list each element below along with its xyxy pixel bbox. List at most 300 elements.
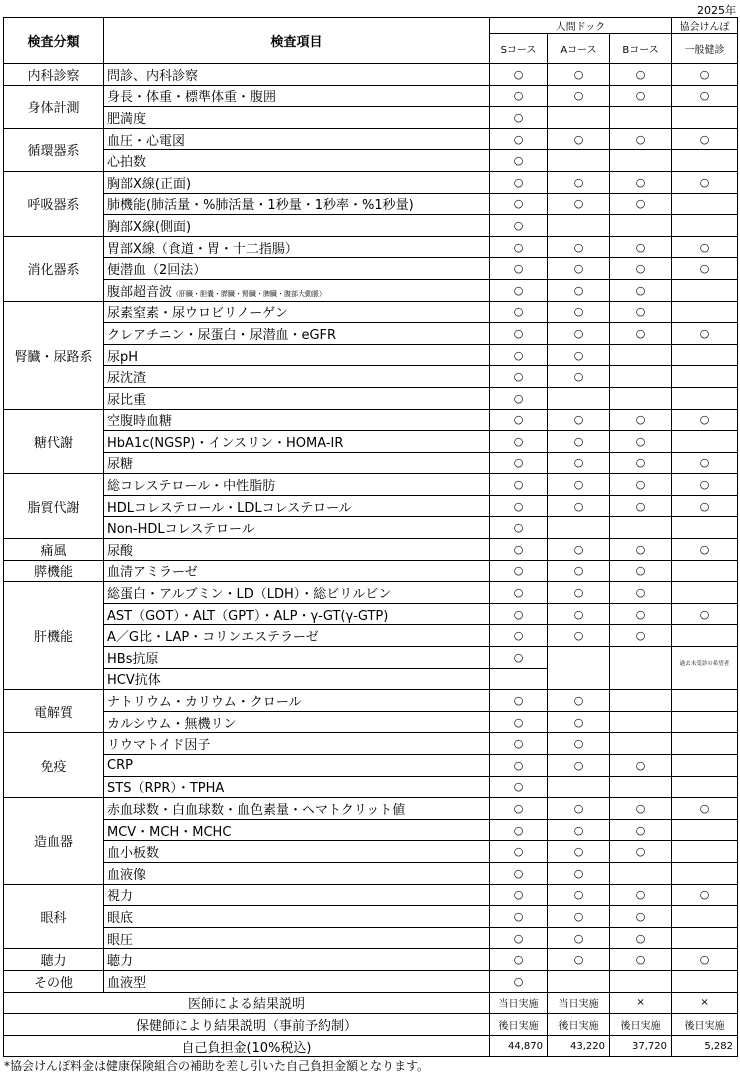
- exam-item: [104, 301, 490, 323]
- table-row: [4, 171, 738, 193]
- course-mark: ○: [490, 128, 548, 150]
- exam-item: [104, 733, 490, 755]
- course-mark: [672, 862, 738, 884]
- exam-item: [104, 258, 490, 280]
- course-mark: [610, 107, 672, 129]
- course-mark: [610, 970, 672, 992]
- table-row: [4, 107, 738, 129]
- summary-value: 後日実施: [548, 1014, 610, 1036]
- category-cell: 内科診察: [4, 64, 104, 86]
- table-row: [4, 798, 738, 820]
- exam-item-label: 聴力: [107, 954, 134, 970]
- course-mark: ○: [610, 236, 672, 258]
- course-mark: [548, 970, 610, 992]
- course-mark: ○: [490, 107, 548, 129]
- course-mark: ○: [672, 128, 738, 150]
- exam-item: [104, 323, 490, 345]
- course-mark: ○: [490, 301, 548, 323]
- table-row: [4, 625, 738, 647]
- exam-item-label: リウマトイド因子: [107, 738, 211, 754]
- table-row: [4, 970, 738, 992]
- category-cell: 痛風: [4, 539, 104, 561]
- course-mark: ○: [490, 387, 548, 409]
- table-row: [4, 776, 738, 798]
- exam-item: [104, 884, 490, 906]
- exam-item: [104, 344, 490, 366]
- table-row: [4, 884, 738, 906]
- course-mark: ○: [672, 171, 738, 193]
- course-mark: ○: [490, 409, 548, 431]
- course-mark: ○: [672, 603, 738, 625]
- exam-item-label: 血小板数: [107, 846, 160, 862]
- summary-row: [4, 1014, 738, 1036]
- course-mark: [672, 841, 738, 863]
- course-mark: [672, 150, 738, 172]
- course-mark: [548, 517, 610, 539]
- course-mark: ○: [610, 495, 672, 517]
- course-mark: ○: [610, 582, 672, 604]
- course-mark: ○: [672, 85, 738, 107]
- exam-item: [104, 64, 490, 86]
- course-mark: ○: [548, 279, 610, 301]
- category-cell: 腎臓・尿路系: [4, 301, 104, 409]
- exam-item: [104, 279, 490, 301]
- table-row: [4, 841, 738, 863]
- course-mark: ○: [672, 884, 738, 906]
- course-mark: ○: [672, 64, 738, 86]
- course-mark: ○: [548, 323, 610, 345]
- course-mark: ○: [548, 862, 610, 884]
- course-mark: [672, 560, 738, 582]
- summary-value: 後日実施: [490, 1014, 548, 1036]
- course-mark: ○: [672, 452, 738, 474]
- course-mark: ○: [548, 755, 610, 777]
- course-mark: ○: [548, 85, 610, 107]
- summary-value: 44,870: [490, 1035, 548, 1057]
- course-mark: ○: [548, 171, 610, 193]
- course-mark: ○: [490, 474, 548, 496]
- course-mark: ○: [548, 409, 610, 431]
- course-mark: ○: [490, 625, 548, 647]
- course-mark: [672, 215, 738, 237]
- course-mark: ○: [490, 970, 548, 992]
- course-mark: ○: [610, 625, 672, 647]
- exam-item-label: HBs抗原: [107, 651, 159, 667]
- header-category: 検査分類: [4, 18, 104, 64]
- table-row: [4, 560, 738, 582]
- exam-item: [104, 647, 490, 669]
- exam-item-label: 身長・体重・標準体重・腹囲: [107, 90, 277, 106]
- course-mark: [672, 107, 738, 129]
- exam-item-label: 血液型: [107, 975, 147, 991]
- course-mark: ○: [610, 323, 672, 345]
- course-mark: ○: [548, 906, 610, 928]
- course-mark: ○: [672, 495, 738, 517]
- category-cell: 眼科: [4, 884, 104, 949]
- course-mark: ○: [548, 452, 610, 474]
- table-row: [4, 452, 738, 474]
- exam-item-label: A／G比・LAP・コリンエステラーゼ: [107, 630, 319, 646]
- table-row: [4, 582, 738, 604]
- course-mark: ○: [610, 906, 672, 928]
- exam-item-label: AST（GOT）・ALT（GPT）・ALP・γ-GT(γ-GTP): [107, 608, 389, 624]
- course-mark: ○: [610, 884, 672, 906]
- category-cell: 脂質代謝: [4, 474, 104, 539]
- table-row: [4, 301, 738, 323]
- year-label: 2025年: [697, 4, 736, 17]
- course-mark: [548, 107, 610, 129]
- course-mark: ○: [548, 474, 610, 496]
- course-mark: ○: [548, 236, 610, 258]
- course-mark: ○: [610, 560, 672, 582]
- course-mark: [548, 215, 610, 237]
- exam-item: [104, 625, 490, 647]
- exam-item-label: 胸部X線(正面): [107, 176, 192, 192]
- course-mark: ○: [490, 85, 548, 107]
- exam-item-label: HDLコレステロール・LDLコレステロール: [107, 500, 352, 516]
- exam-item-label: 眼底: [107, 910, 134, 926]
- table-row: [4, 128, 738, 150]
- table-row: [4, 539, 738, 561]
- course-mark: [610, 733, 672, 755]
- exam-item-label: 視力: [107, 889, 134, 905]
- table-row: [4, 85, 738, 107]
- exam-item: [104, 171, 490, 193]
- course-mark: ○: [490, 862, 548, 884]
- category-cell: 循環器系: [4, 128, 104, 171]
- exam-item-label: 尿pH: [107, 349, 139, 365]
- course-mark: ○: [490, 171, 548, 193]
- course-mark: ○: [490, 323, 548, 345]
- category-cell: 電解質: [4, 690, 104, 733]
- header-course-b: Bコース: [610, 34, 672, 64]
- course-mark: ○: [490, 64, 548, 86]
- course-mark: ○: [490, 798, 548, 820]
- exam-item: [104, 841, 490, 863]
- course-mark: ○: [548, 927, 610, 949]
- summary-value: 37,720: [610, 1035, 672, 1057]
- course-mark: [610, 215, 672, 237]
- exam-item-label: カルシウム・無機リン: [107, 716, 237, 732]
- category-cell: 膵機能: [4, 560, 104, 582]
- course-mark: ○: [610, 64, 672, 86]
- course-mark: [672, 970, 738, 992]
- course-mark: [610, 862, 672, 884]
- exam-item: [104, 366, 490, 388]
- course-mark: ○: [672, 539, 738, 561]
- course-mark: ○: [610, 279, 672, 301]
- table-row: [4, 193, 738, 215]
- summary-value: ×: [672, 992, 738, 1014]
- table-row: [4, 755, 738, 777]
- course-mark: ○: [548, 344, 610, 366]
- course-mark: ○: [548, 798, 610, 820]
- table-row: [4, 927, 738, 949]
- exam-item: [104, 603, 490, 625]
- course-mark: ○: [672, 474, 738, 496]
- exam-item-label: 空腹時血糖: [107, 414, 173, 430]
- summary-value: 後日実施: [610, 1014, 672, 1036]
- exam-item: [104, 711, 490, 733]
- course-mark: [672, 301, 738, 323]
- course-mark: ○: [490, 539, 548, 561]
- course-mark: ○: [490, 517, 548, 539]
- exam-item-label: HbA1c(NGSP)・インスリン・HOMA-IR: [107, 435, 344, 451]
- course-mark: ○: [490, 279, 548, 301]
- exam-item: [104, 690, 490, 712]
- header-course-a: Aコース: [548, 34, 610, 64]
- exam-item-label: 便潜血（2回法）: [107, 263, 207, 279]
- course-mark: ○: [610, 949, 672, 971]
- exam-item: [104, 236, 490, 258]
- summary-value: 5,282: [672, 1035, 738, 1057]
- table-row: [4, 64, 738, 86]
- course-mark: ○: [610, 85, 672, 107]
- exam-item-label: 血清アミラーゼ: [107, 565, 198, 581]
- exam-item-label: CRP: [107, 757, 133, 773]
- table-row: [4, 366, 738, 388]
- header-dock: 人間ドック: [490, 18, 672, 34]
- course-mark: [610, 711, 672, 733]
- course-mark: [672, 690, 738, 712]
- table-row: [4, 711, 738, 733]
- exam-item: [104, 819, 490, 841]
- summary-value: 当日実施: [548, 992, 610, 1014]
- exam-item-label: Non-HDLコレステロール: [107, 522, 255, 538]
- course-mark: ○: [548, 366, 610, 388]
- exam-item: [104, 560, 490, 582]
- course-mark: ○: [610, 431, 672, 453]
- course-mark: [548, 647, 610, 669]
- exam-item: [104, 452, 490, 474]
- course-mark: [610, 776, 672, 798]
- exam-item-label: 尿沈渣: [107, 371, 147, 387]
- course-mark: ○: [610, 128, 672, 150]
- course-mark: [548, 668, 610, 690]
- course-mark: [672, 819, 738, 841]
- exam-item: [104, 215, 490, 237]
- course-mark: ○: [490, 495, 548, 517]
- course-mark: [672, 582, 738, 604]
- course-mark: ○: [490, 603, 548, 625]
- course-mark: [610, 647, 672, 669]
- exam-item-label: ナトリウム・カリウム・クロール: [107, 695, 302, 711]
- course-mark: ○: [610, 258, 672, 280]
- exam-item-label: 血圧・心電図: [107, 133, 186, 149]
- exam-item: [104, 128, 490, 150]
- course-mark: ○: [490, 733, 548, 755]
- exam-item-label: クレアチニン・尿蛋白・尿潜血・eGFR: [107, 327, 337, 343]
- exam-item-note: （肝臓・胆嚢・膵臓・腎臓・脾臓・腹部大動脈）: [172, 289, 327, 298]
- exam-item: [104, 150, 490, 172]
- summary-label: 自己負担金(10%税込): [4, 1035, 490, 1057]
- course-mark: ○: [610, 301, 672, 323]
- course-mark: ○: [610, 409, 672, 431]
- exam-item: [104, 495, 490, 517]
- exam-item: [104, 776, 490, 798]
- course-mark: ○: [548, 431, 610, 453]
- summary-label: 保健師により結果説明（事前予約制）: [4, 1014, 490, 1036]
- exam-item: [104, 193, 490, 215]
- course-mark: [672, 906, 738, 928]
- course-mark: ○: [490, 366, 548, 388]
- course-mark: ○: [548, 301, 610, 323]
- course-mark: ○: [548, 949, 610, 971]
- course-mark: ○: [490, 431, 548, 453]
- course-mark: [548, 150, 610, 172]
- table-row: [4, 474, 738, 496]
- course-mark: [610, 366, 672, 388]
- course-mark: ○: [490, 215, 548, 237]
- category-cell: 肝機能: [4, 582, 104, 690]
- course-mark: ○: [548, 582, 610, 604]
- course-mark: ○: [490, 884, 548, 906]
- course-mark: [610, 150, 672, 172]
- table-row: [4, 647, 738, 669]
- exam-item-label: 総コレステロール・中性脂肪: [107, 479, 276, 495]
- summary-value: 43,220: [548, 1035, 610, 1057]
- footnote: *協会けんぽ料金は健康保険組合の補助を差し引いた自己負担金額となります。: [4, 1059, 430, 1073]
- table-row: [4, 517, 738, 539]
- category-cell: その他: [4, 970, 104, 992]
- summary-value: ×: [610, 992, 672, 1014]
- table-row: [4, 409, 738, 431]
- course-mark: [548, 776, 610, 798]
- course-mark: ○: [548, 64, 610, 86]
- course-mark: [610, 387, 672, 409]
- header-course-s: Sコース: [490, 34, 548, 64]
- category-cell: 造血器: [4, 798, 104, 884]
- category-cell: 呼吸器系: [4, 171, 104, 236]
- course-mark: ○: [672, 236, 738, 258]
- course-mark: ○: [548, 711, 610, 733]
- exam-item: [104, 539, 490, 561]
- exam-item: [104, 107, 490, 129]
- table-row: [4, 323, 738, 345]
- table-row: [4, 862, 738, 884]
- course-mark: ○: [490, 949, 548, 971]
- header-course-general: 一般健診: [672, 34, 738, 64]
- course-mark: [672, 344, 738, 366]
- summary-value: 当日実施: [490, 992, 548, 1014]
- exam-item-label: 問診、内科診察: [107, 68, 199, 84]
- exam-item: [104, 755, 490, 777]
- exam-item: [104, 474, 490, 496]
- course-mark: ○: [610, 452, 672, 474]
- exam-item-label: MCV・MCH・MCHC: [107, 824, 232, 840]
- course-mark: ○: [490, 776, 548, 798]
- course-mark: ○: [548, 560, 610, 582]
- course-mark: [672, 193, 738, 215]
- category-cell: 聴力: [4, 949, 104, 971]
- exam-item-label: 眼圧: [107, 932, 134, 948]
- course-mark: ○: [490, 819, 548, 841]
- exam-item-label: STS（RPR）・TPHA: [107, 781, 225, 797]
- course-mark: [548, 387, 610, 409]
- summary-value: 後日実施: [672, 1014, 738, 1036]
- course-mark: ○: [490, 560, 548, 582]
- course-mark: ○: [548, 733, 610, 755]
- course-mark: ○: [548, 884, 610, 906]
- exam-item-label: 胸部X線(側面): [107, 219, 192, 235]
- course-mark: ○: [610, 755, 672, 777]
- course-mark: [672, 387, 738, 409]
- course-mark: ○: [610, 841, 672, 863]
- course-mark: ○: [490, 711, 548, 733]
- course-mark: [672, 927, 738, 949]
- course-mark: ○: [490, 150, 548, 172]
- summary-label: 医師による結果説明: [4, 992, 490, 1014]
- summary-row: [4, 1035, 738, 1057]
- course-mark: ○: [610, 798, 672, 820]
- exam-item-label: 肥満度: [107, 111, 147, 127]
- summary-row: [4, 992, 738, 1014]
- course-mark: [672, 279, 738, 301]
- exam-item-label: 尿糖: [107, 457, 134, 473]
- table-row: [4, 668, 738, 690]
- course-mark: ○: [672, 258, 738, 280]
- exam-item-label: 赤血球数・白血球数・血色素量・ヘマトクリット値: [107, 802, 406, 818]
- course-mark: ○: [610, 603, 672, 625]
- exam-item-label: HCV抗体: [107, 673, 161, 689]
- course-mark: [672, 366, 738, 388]
- course-mark: [672, 776, 738, 798]
- course-mark: [610, 344, 672, 366]
- exam-item: [104, 431, 490, 453]
- course-mark: ○: [490, 236, 548, 258]
- course-mark: ○: [548, 128, 610, 150]
- course-mark: ○: [672, 798, 738, 820]
- exam-rows: [4, 64, 738, 1057]
- table-row: [4, 236, 738, 258]
- table-row: [4, 733, 738, 755]
- course-mark: ○: [548, 193, 610, 215]
- exam-item: [104, 409, 490, 431]
- course-mark: ○: [548, 819, 610, 841]
- exam-table: [3, 17, 738, 1057]
- course-mark: ○: [548, 841, 610, 863]
- course-mark: ○: [490, 258, 548, 280]
- course-mark: [610, 668, 672, 690]
- exam-item: [104, 85, 490, 107]
- table-row: [4, 906, 738, 928]
- course-mark: ○: [548, 539, 610, 561]
- course-mark: ○: [548, 603, 610, 625]
- table-row: [4, 690, 738, 712]
- course-mark: ○: [610, 193, 672, 215]
- exam-item: [104, 387, 490, 409]
- category-cell: 免疫: [4, 733, 104, 798]
- course-mark: ○: [672, 409, 738, 431]
- table-row: [4, 215, 738, 237]
- course-mark: ○: [490, 452, 548, 474]
- category-cell: 消化器系: [4, 236, 104, 301]
- table-row: [4, 150, 738, 172]
- table-row: [4, 258, 738, 280]
- exam-item-label: 尿素窒素・尿ウロビリノーゲン: [107, 306, 288, 322]
- exam-item: [104, 906, 490, 928]
- course-mark: ○: [548, 690, 610, 712]
- table-row: [4, 431, 738, 453]
- course-mark: [672, 733, 738, 755]
- exam-item-label: 尿酸: [107, 543, 134, 559]
- table-row: [4, 949, 738, 971]
- course-mark: ○: [610, 539, 672, 561]
- course-mark: ○: [490, 582, 548, 604]
- course-mark: ○: [610, 819, 672, 841]
- course-mark: [610, 517, 672, 539]
- course-mark: ○: [610, 171, 672, 193]
